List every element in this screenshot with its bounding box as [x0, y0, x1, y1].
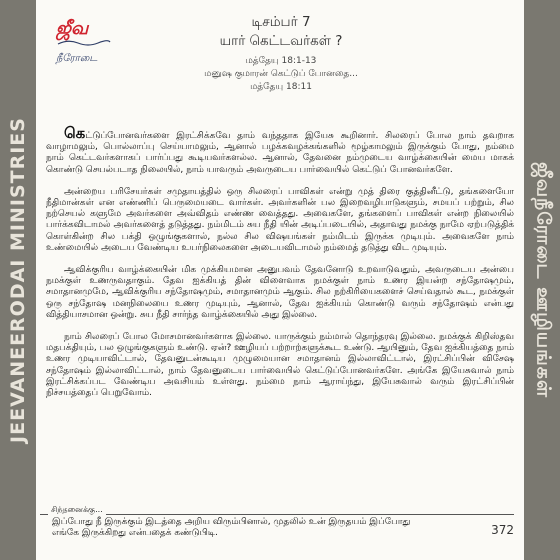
devotion-date: டிசம்பர் 7	[251, 14, 311, 30]
logo-sub-text: நீரோடை	[56, 53, 98, 64]
paragraph-1-text: ட்டுப்போனவர்களை இரட்சிக்கவே தாம் வந்ததாக இயேசு கூறினார். சிலரைப் போல நாம் தவறாக வாழாமலும், பொல்லாப்பு செய்யாமலும், ஆனால் பழக்கவழக்கங்களில் மூழ்காமலும் இருக்கும் போது, நம்மை நாம் கெட்டவர்களாகப் பார்ப்பது கூடியவர்களல்ல. ஆனால், தேவனை நம்முடைய வாழ்க்கையின் மைய மாகக் கொண்டு செயல்படாத நிலையில், நாம் யாவரும் அவருடைய பார்வையில் கெட்டுப் போனவர்களே.	[46, 131, 514, 175]
paragraph-3: ஆவிக்குரிய வாழ்க்கையின் மிக முக்கியமான அனுபவம் தேவனோடு உறவாடுவதும், அவருடைய அன்பை நமக்குள் உணருவதாகும். தேவ ஐக்கியத் தின் விளைவாக நமக்குள் நாம் உணர இயன்ற சந்தோஷமும், சமாதானமுமே, ஆவிக்குரிய சந்தோஷமும், சமாதானமும் ஆகும். சில நற்கிரியைகளைச் செய்வதால் கூட, நமக்குள் ஒரு சந்தோஷ மனநிலையை உணர முடியும், ஆனால், தேவ ஐக்கியம் கொண்டு வரும் சந்தோஷம் என்பது வித்தியாசமான ஒன்று. சுய நீதி சார்ந்த வாழ்க்கையில் அது இல்லை.	[46, 265, 514, 320]
drop-cap: கெ	[64, 124, 86, 142]
paragraph-1	[46, 124, 514, 176]
reflection-text: இப்போது நீ இருக்கும் இடத்தை அறிய விரும்பினால், முதலில் உன் இருதயம் இப்போது எங்கே இருக்கிறது என்பதைக் கண்டுபிடி.	[52, 517, 411, 538]
paragraph-4: நாம் சிலரைப் போல மோசமானவர்களாக இல்லை. யாருக்கும் நம்மால் தொந்தரவு இல்லை. நமக்குக் கிறிஸ்தவ மதபக்தியும், பல ஒழுங்குகளும் உண்டு. ஏன்? ஊழியப் பற்றாற்களுக்கூட உண்டு. ஆயினும், தேவ ஐக்கியத்தை நாம் உணர முடியாவிட்டால், தேவனுடன்கூடிய முழுமையான சமாதானம் இல்லாவிட்டால், இரட்சிப்பின் விசேஷ சந்தோஷம் இல்லாவிட்டால், நாம் தேவனுடைய பார்வையில் கெட்டுப்போனவர்களே. அங்கே இயேசுவால் நாம் இரட்சிக்கப்பட வேண்டிய அவசியம் உள்ளது. நம்மை நாம் ஆராய்ந்து, இயேசுவால் வரும் இரட்சிப்பின் நிச்சயத்தைப் பெறுவோம்.	[46, 332, 514, 399]
devotional-page	[36, 0, 524, 560]
key-verse-text: மனுஷ குமாரன் கெட்டுப் போனதை...	[204, 69, 358, 79]
devotion-body	[46, 124, 514, 410]
page-header	[136, 14, 426, 94]
right-border	[524, 0, 560, 560]
ministry-name-vertical: JEEVANEERODAI MINISTRIES	[7, 117, 29, 443]
reflection-divider	[40, 514, 514, 515]
scripture-passage: மத்தேயு 18:1-13	[245, 56, 317, 66]
jeeva-neerodai-logo	[56, 18, 116, 70]
left-border	[0, 0, 36, 560]
reflection-label: சிந்தனைக்கு...	[48, 505, 106, 515]
ministry-name-tamil-vertical: ஜீவநீரோடை ஊழியங்கள்	[532, 161, 555, 399]
key-verse-reference: மத்தேயு 18:11	[250, 82, 312, 92]
logo-jeeva-text: ஜீவ	[56, 18, 89, 39]
page-number: 372	[491, 523, 514, 537]
devotion-title: யார் கெட்டவர்கள் ?	[219, 33, 343, 49]
scripture-reference	[136, 55, 426, 94]
reflection-box	[40, 505, 514, 551]
paragraph-2: அன்றைய பரிசேயர்கள் சமுதாயத்தில் ஒரு சிலரைப் பாவிகள் என்று முத் திரை குத்தினீட்டு, தங்களையோ நீதிமான்கள் என எண்ணிப் பெருமையடை வார்கள். அவர்களின் பல இறைவழிபாடுகளும், சமயப் பற்றும், சில நற்செயல் களுமே அவர்களை அவ்விதம் எண்ண வைத்தது. அவைகளே, தங்களைப் பாவிகள் என்ற நிலையில் பார்க்கவிடாமல் அவர்களைத் தடுத்தது. நம்மிடம் சுய நீதி யின் அடிப்படையில், அதாவது நமக்கு நாமே ஏற்படுத்திக் கொள்கின்ற சில பக்தி ஒழுங்குகளால், நல்ல சில விஷயங்கள் நம்மிடம் இருக்க முடியும். அவைகளே நாம் உண்மையில் அடைய வேண்டிய உயர்நிலைகளை அடையவிடாமல் நம்மைத் தடுத்து விட முடியும்.	[46, 186, 514, 253]
